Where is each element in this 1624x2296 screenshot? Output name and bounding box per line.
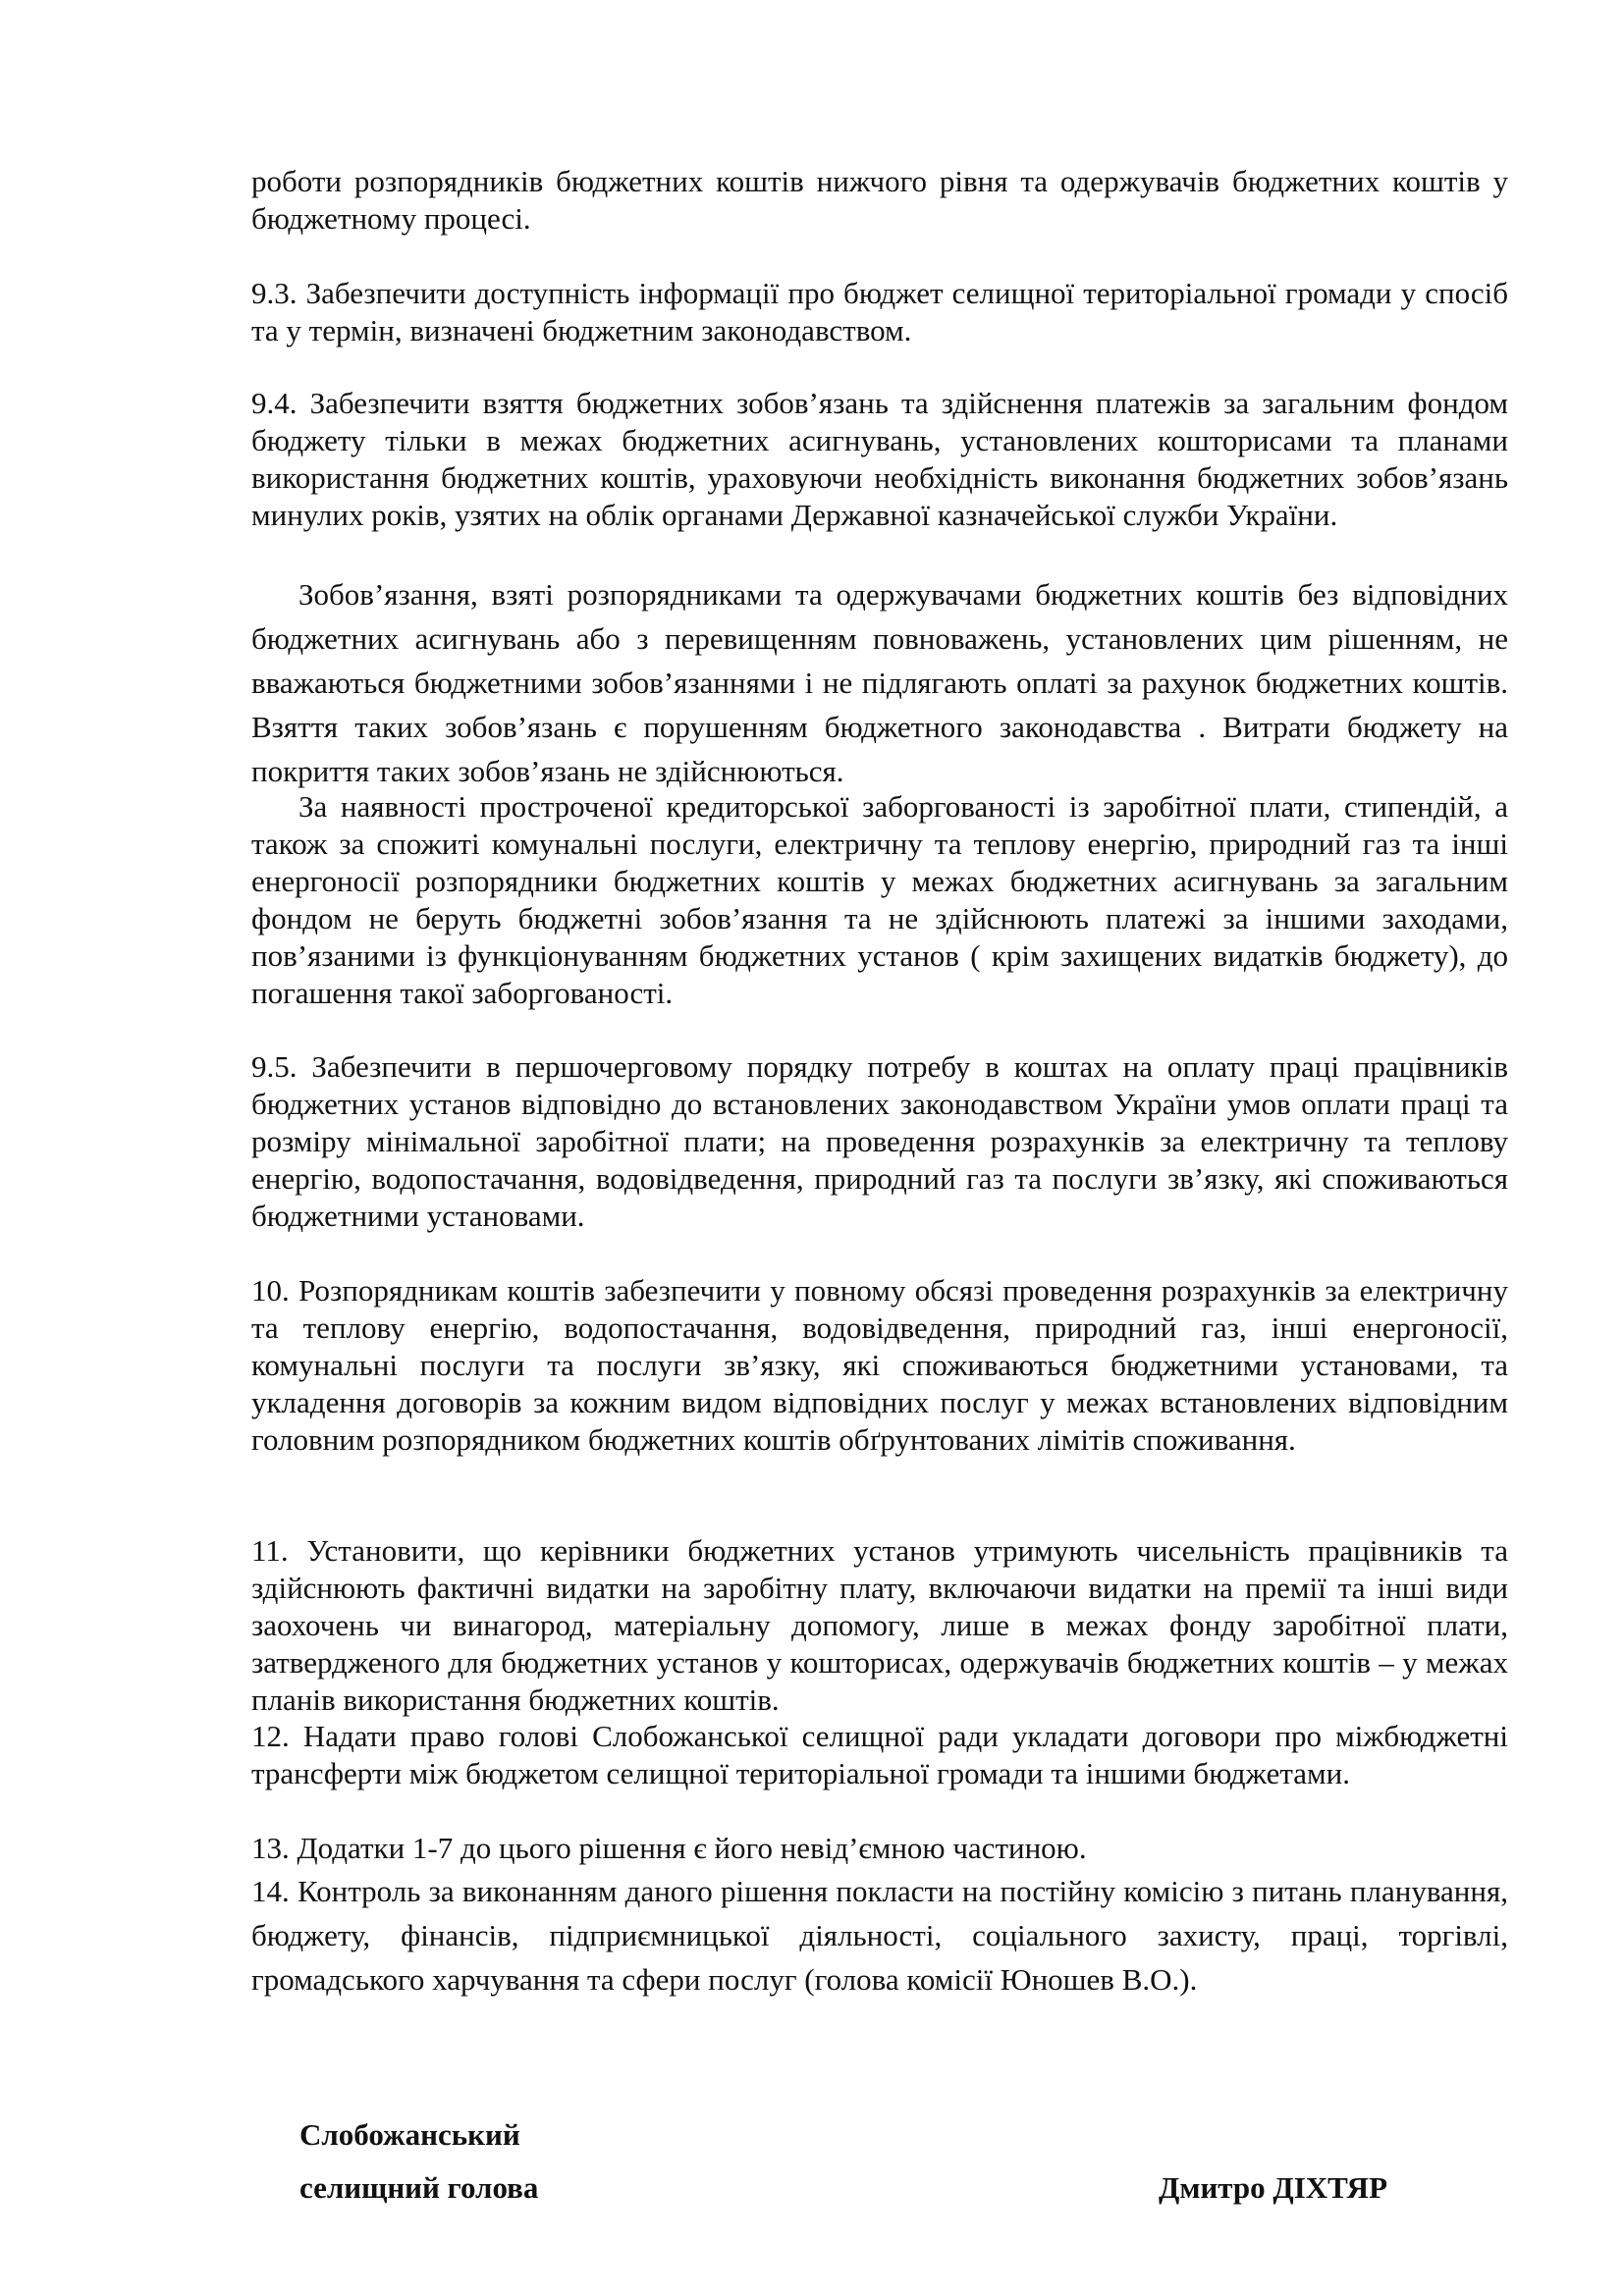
paragraph-overdue-arrears: За наявності простроченої кредиторської заборгованості із заробітної плати, стипендій, а також за спожиті комунальні послуги, електричну та теплову енергію, природний газ та інші енергоносії розпорядники бюджетних коштів у межах бюджетних асигнувань за загальним фондом не беруть бюджетні зобов’язання та не здійснюють платежі за іншими заходами, пов’язаними із функціонуванням бюджетних установ ( крім захищених видатків бюджету), до погашення такої заборгованості.: [251, 789, 1508, 1010]
signature-name: Дмитро ДІХТЯР: [1159, 2170, 1387, 2205]
paragraph-10: 10. Розпорядникам коштів забезпечити у повному обсязі проведення розрахунків за електричну та теплову енергію, водопостачання, водовідведення, природний газ, інші енергоносії, комунальні послуги та послуги зв’язку, які споживаються бюджетними установами, та укладення договорів за кожним видом відповідних послуг у межах встановлених відповідним головним розпорядником бюджетних коштів обґрунтованих лімітів споживання.: [251, 1273, 1508, 1457]
paragraph-13: 13. Додатки 1-7 до цього рішення є його невід’ємною частиною.: [251, 1831, 1087, 1865]
signature-title-line1: Слобожанський: [299, 2117, 520, 2152]
paragraph-budget-process-continuation: роботи розпорядників бюджетних коштів нижчого рівня та одержувачів бюджетних коштів у бюджетному процесі.: [251, 164, 1508, 236]
paragraph-14: 14. Контроль за виконанням даного рішення покласти на постійну комісію з питань планування, бюджету, фінансів, підприємницької діяльності, соціального захисту, праці, торгівлі, громадського харчування та сфери послуг (голова комісії Юношев В.О.).: [251, 1874, 1508, 1997]
paragraph-9-5: 9.5. Забезпечити в першочерговому порядку потребу в коштах на оплату праці працівників бюджетних установ відповідно до встановлених законодавством України умов оплати праці та розміру мінімальної заробітної плати; на проведення розрахунків за електричну та теплову енергію, водопостачання, водовідведення, природний газ та послуги зв’язку, які споживаються бюджетними установами.: [251, 1049, 1508, 1233]
paragraph-9-3: 9.3. Забезпечити доступність інформації про бюджет селищної територіальної громади у спосіб та у термін, визначені бюджетним законодавством.: [251, 276, 1508, 347]
paragraph-9-4: 9.4. Забезпечити взяття бюджетних зобов’язань та здійснення платежів за загальним фондом бюджету тільки в межах бюджетних асигнувань, установлених кошторисами та планами використання бюджетних коштів, ураховуючи необхідність виконання бюджетних зобов’язань минулих років, узятих на облік органами Державної казначейської служби України.: [251, 386, 1508, 532]
paragraph-12: 12. Надати право голові Слобожанської селищної ради укладати договори про міжбюджетні трансферти між бюджетом селищної територіальної громади та іншими бюджетами.: [251, 1719, 1508, 1790]
signature-title-line2: селищний голова: [299, 2170, 539, 2205]
paragraph-11: 11. Установити, що керівники бюджетних установ утримують чисельність працівників та здійснюють фактичні видатки на заробітну плату, включаючи видатки на премії та інші види заохочень чи винагород, матеріальну допомогу, лише в межах фонду заробітної плати, затвердженого для бюджетних установ у кошторисах, одержувачів бюджетних коштів – у межах планів використання бюджетних коштів.: [251, 1533, 1508, 1717]
paragraph-obligations-without-appropriations: Зобов’язання, взяті розпорядниками та одержувачами бюджетних коштів без відповідних бюджетних асигнувань або з перевищенням повноважень, установлених цим рішенням, не вважаються бюджетними зобов’язаннями і не підлягають оплаті за рахунок бюджетних коштів. Взяття таких зобов’язань є порушенням бюджетного законодавства . Витрати бюджету на покриття таких зобов’язань не здійснюються.: [251, 577, 1508, 788]
